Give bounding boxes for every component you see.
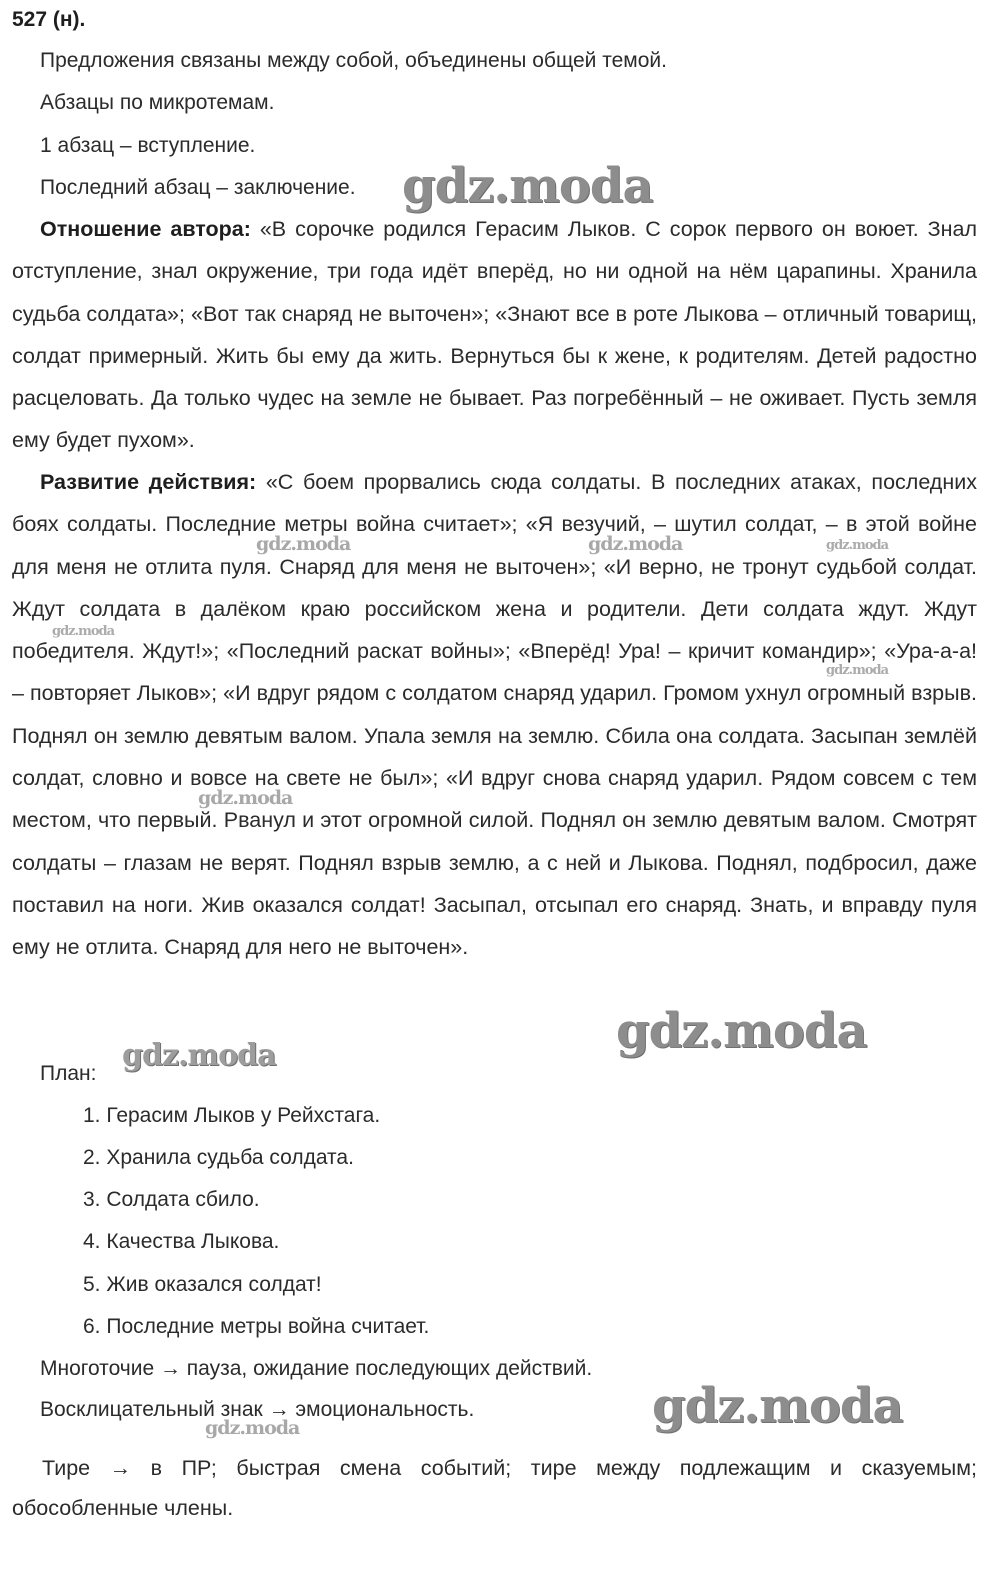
intro-line: Предложения связаны между собой, объединены общей темой. <box>40 49 667 72</box>
intro-line: Абзацы по микротемам. <box>40 91 275 114</box>
development-label: Развитие действия: <box>40 470 257 494</box>
watermark-logo: gdz.moda <box>652 1378 903 1434</box>
author-attitude-label: Отношение автора: <box>40 217 251 241</box>
plan-item: 5. Жив оказался солдат! <box>83 1273 322 1296</box>
watermark-logo: gdz.moda <box>588 533 683 555</box>
plan-item: 2. Хранила судьба солдата. <box>83 1146 354 1169</box>
watermark-logo: gdz.moda <box>205 1417 300 1439</box>
intro-line: 1 абзац – вступление. <box>40 134 256 157</box>
watermark-logo: gdz.moda <box>826 538 889 553</box>
watermark-logo: gdz.moda <box>122 1038 276 1073</box>
watermark-logo: gdz.moda <box>826 663 889 678</box>
watermark-logo: gdz.moda <box>198 787 293 809</box>
intro-line: Последний абзац – заключение. <box>40 176 356 199</box>
watermark-logo: gdz.moda <box>52 624 115 639</box>
ellipsis-note: Многоточие → пауза, ожидание последующих действий. <box>40 1357 593 1380</box>
plan-item: 4. Качества Лыкова. <box>83 1230 280 1253</box>
plan-label: План: <box>40 1062 97 1085</box>
watermark-logo: gdz.moda <box>616 1003 867 1059</box>
watermark-logo: gdz.moda <box>402 158 653 214</box>
plan-item: 6. Последние метры война считает. <box>83 1315 430 1338</box>
dash-paragraph: Тире → в ПР; быстрая смена событий; тире между подлежащим и сказуемым; обособленные члены. <box>12 1456 977 1520</box>
plan-item: 3. Солдата сбило. <box>83 1188 260 1211</box>
watermark-logo: gdz.moda <box>256 533 351 555</box>
development-text: «С боем прорвались сюда солдаты. В последних атаках, последних боях солдаты. Последние метры война считает»; «Я везучий, – шутил солдат, – в этой войне для меня не отлита пуля. Снаряд для меня не выточен»; «И верно, не тронут судьбой солдат. Ждут солдата в далёком краю российском жена и родители. Дети солдата ждут. Ждут победителя. Ждут!»; «Последний раскат войны»; «Вперёд! Ура! – кричит командир»; «Ура-а-а! – повторяет Лыков»; «И вдруг рядом с солдатом снаряд ударил. Громом ухнул огромный взрыв. Поднял он землю девятым валом. Упала земля на землю. Сбила она солдата. Засыпан землёй солдат, словно и вовсе на свете не был»; «И вдруг снова снаряд ударил. Рядом совсем с тем местом, что первый. Рванул и этот огромной силой. Поднял он землю девятым валом. Смотрят солдаты – глазам не верят. Поднял взрыв землю, а с ней и Лыкова. Поднял, подбросил, даже поставил на ноги. Жив оказался солдат! Засыпал, отсыпал его снаряд. Знать, и вправду пуля ему не отлита. Снаряд для него не выточен». <box>12 470 977 960</box>
exercise-number: 527 (н). <box>12 8 86 31</box>
exclamation-note: Восклицательный знак → эмоциональность. <box>40 1398 475 1421</box>
author-attitude-paragraph <box>12 208 977 462</box>
plan-item: 1. Герасим Лыков у Рейхстага. <box>83 1104 381 1127</box>
development-paragraph <box>12 461 977 969</box>
author-attitude-text: «В сорочке родился Герасим Лыков. С сорок первого он воюет. Знал отступление, знал окружение, три года идёт вперёд, но ни одной на нём царапины. Хранила судьба солдата»; «Вот так снаряд не выточен»; «Знают все в роте Лыкова – отличный товарищ, солдат примерный. Жить бы ему да жить. Вернуться бы к жене, к родителям. Детей радостно расцеловать. Да только чудес на земле не бывает. Раз погребённый – не оживает. Пусть земля ему будет пухом». <box>12 217 977 453</box>
